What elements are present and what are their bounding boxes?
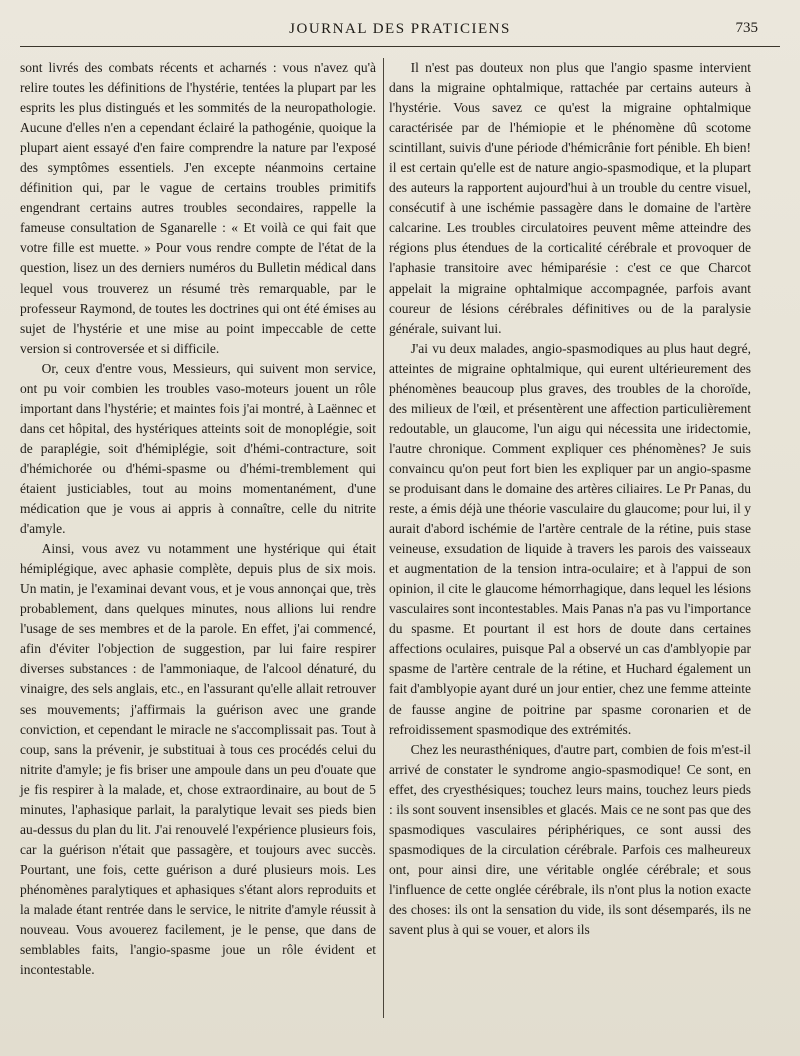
paragraph: Chez les neurasthéniques, d'autre part, combien de fois m'est-il arrivé de constater le syndrome angio-spasmodique! Ce sont, en effet, des cryesthésiques; touchez leurs mains, touchez leurs pieds : ils sont souvent insensibles et glacés. Mais ce ne sont pas que des spasmodiques vasculaires périphériques, ce sont aussi des spasmodiques de la circulation cérébrale. Parfois ces malheureux ont, pour ainsi dire, une véritable onglée cérébrale; et sous l'influence de cette onglée cérébrale, ils n'ont plus la notion exacte des choses: ils ont la sensation du vide, ils sont désemparés, ils ne savent plus à qui se vouer, et alors ils [389, 741, 751, 938]
paragraph: Ainsi, vous avez vu notamment une hystérique qui était hémiplégique, avec aphasie complète, depuis plus de six mois. Un matin, je l'examinai devant vous, et je vous annonçai que, très probablement, dans quelques minutes, nous allions lui rendre l'usage de ses membres et de la parole. En effet, j'ai commencé, afin d'éviter l'objection de suggestion, par lui faire respirer diverses substances : de l'ammoniaque, de l'alcool dénaturé, du vinaigre, des sels anglais, etc., en l'assurant qu'elle allait retrouver ses mouvements; j'affirmais la guérison avec une grande conviction, et cependant le miracle ne s'accomplissait pas. Tout à coup, sans la prévenir, je substituai à tous ces procédés celui du nitrite d'amyle; je fis briser une ampoule dans un peu d'ouate que je fis respirer à la malade, et, chose extraordinaire, au bout de 5 minutes, l'aphasique parlait, la paralytique levait ses pieds bien au-dessus du plan du lit. J'ai renouvelé l'expérience plusieurs fois, car la guérison n'était que passagère, et toujours avec succès. Pourtant, une fois, cette guérison a duré plusieurs mois. Les phénomènes paralytiques et aphasiques s'étant alors reproduits et la malade étant rentrée dans le service, le nitrite d'amyle réussit à nouveau. Vous avouerez facilement, je le pense, que dans de semblables faits, l'angio-spasme joue un rôle évident et incontestable. [20, 541, 376, 978]
running-title: JOURNAL DES PRATICIENS [289, 20, 511, 37]
column-divider [383, 58, 384, 1018]
paragraph: sont livrés des combats récents et acharnés : vous n'avez qu'à relire toutes les définitions de l'hystérie, tentées la plupart par les esprits les plus distingués et les sommités de la neuropathologie. Aucune d'elles n'en a cependant éclairé la pathogénie, quoique la plupart aient essayé d'en faire comprendre la nature par l'exposé des symptômes essentiels. J'en excepte néanmoins certaine définition qui, par le vague de certains troubles primitifs engendrant certains autres troubles secondaires, rappelle la fameuse consultation de Sganarelle : « Et voilà ce qui fait que votre fille est muette. » Pour vous rendre compte de l'état de la question, lisez un des derniers numéros du Bulletin médical dans lequel vous trouverez un résumé très remarquable, par le professeur Raymond, de toutes les doctrines qui ont été émises au sujet de l'hystérie et une mise au point impeccable de cette version si controversée et si difficile. [20, 60, 376, 356]
paragraph: Il n'est pas douteux non plus que l'angio spasme intervient dans la migraine ophtalmique, rattachée par certains auteurs à l'hystérie. Vous savez ce qu'est la migraine ophtalmique caractérisée par de l'hémiopie et le phénomène dû scotome scintillant, suivis d'une période d'hémicrânie fort pénible. Eh bien! il est certain qu'elle est de nature angio-spasmodique, et la plupart des auteurs la rapportent aujourd'hui à un trouble du centre visuel, consécutif à une ischémie passagère dans le domaine de l'artère calcarine. Les troubles circulatoires peuvent même atteindre des régions plus étendues de la corticalité cérébrale et provoquer de l'aphasie transitoire avec hémiparésie : c'est ce que Charcot appelait la migraine ophtalmique accompagnée, parfois avant coureur de lésions cérébrales définitives ou de la paralysie générale, suivant lui. [389, 60, 751, 336]
page-number: 735 [735, 20, 758, 36]
paragraph: J'ai vu deux malades, angio-spasmodiques au plus haut degré, atteintes de migraine ophtalmique, qui eurent ultérieurement des phénomènes beaucoup plus graves, des troubles de la choroïde, des milieux de l'œil, et présentèrent une affection particulièrement redoutable, un glaucome, l'un aigu qui nécessita une iridectomie, l'autre chronique. Comment expliquer ces phénomènes? Je suis convaincu qu'on peut fort bien les expliquer par un angio-spasme se produisant dans le domaine des artères ciliaires. Le Pr Panas, du reste, a émis déjà une théorie vasculaire du glaucome; pour lui, il y aurait d'abord ischémie de l'artère centrale de la rétine, puis stase veineuse, exsudation de liquide à travers les parois des vaisseaux et augmentation de la tension intra-oculaire; et à l'appui de son opinion, il cite le glaucome hémorrhagique, dans lequel les lésions vasculaires sont incontestables. Mais Panas n'a pas vu l'importance du spasme. Et pourtant il est hors de doute dans certaines affections oculaires, puisque Pal a observé un cas d'amblyopie par spasme de l'artère centrale de la rétine, et Huchard également un fait d'amblyopie ayant duré un jour entier, chez une femme atteinte de fausse angine de poitrine par spasme coronarien et de refroidissement spasmodique des extrémités. [389, 340, 751, 737]
left-column [20, 58, 376, 980]
right-column [389, 58, 751, 940]
paragraph: Or, ceux d'entre vous, Messieurs, qui suivent mon service, ont pu voir combien les troubles vaso-moteurs jouent un rôle important dans l'hystérie; et maintes fois j'ai montré, à Laënnec et dans cet hôpital, des hystériques atteints soit de monoplégie, soit de paraplégie, soit d'hémiplégie, soit d'hémi-contracture, soit d'hémichorée ou d'hémi-spasme ou d'hémi-tremblement qui étaient justiciables, tout au moins momentanément, d'une médication que je vous ai appris à connaître, celle du nitrite d'amyle. [20, 360, 376, 537]
header-rule [20, 46, 780, 47]
page-header [20, 16, 780, 42]
